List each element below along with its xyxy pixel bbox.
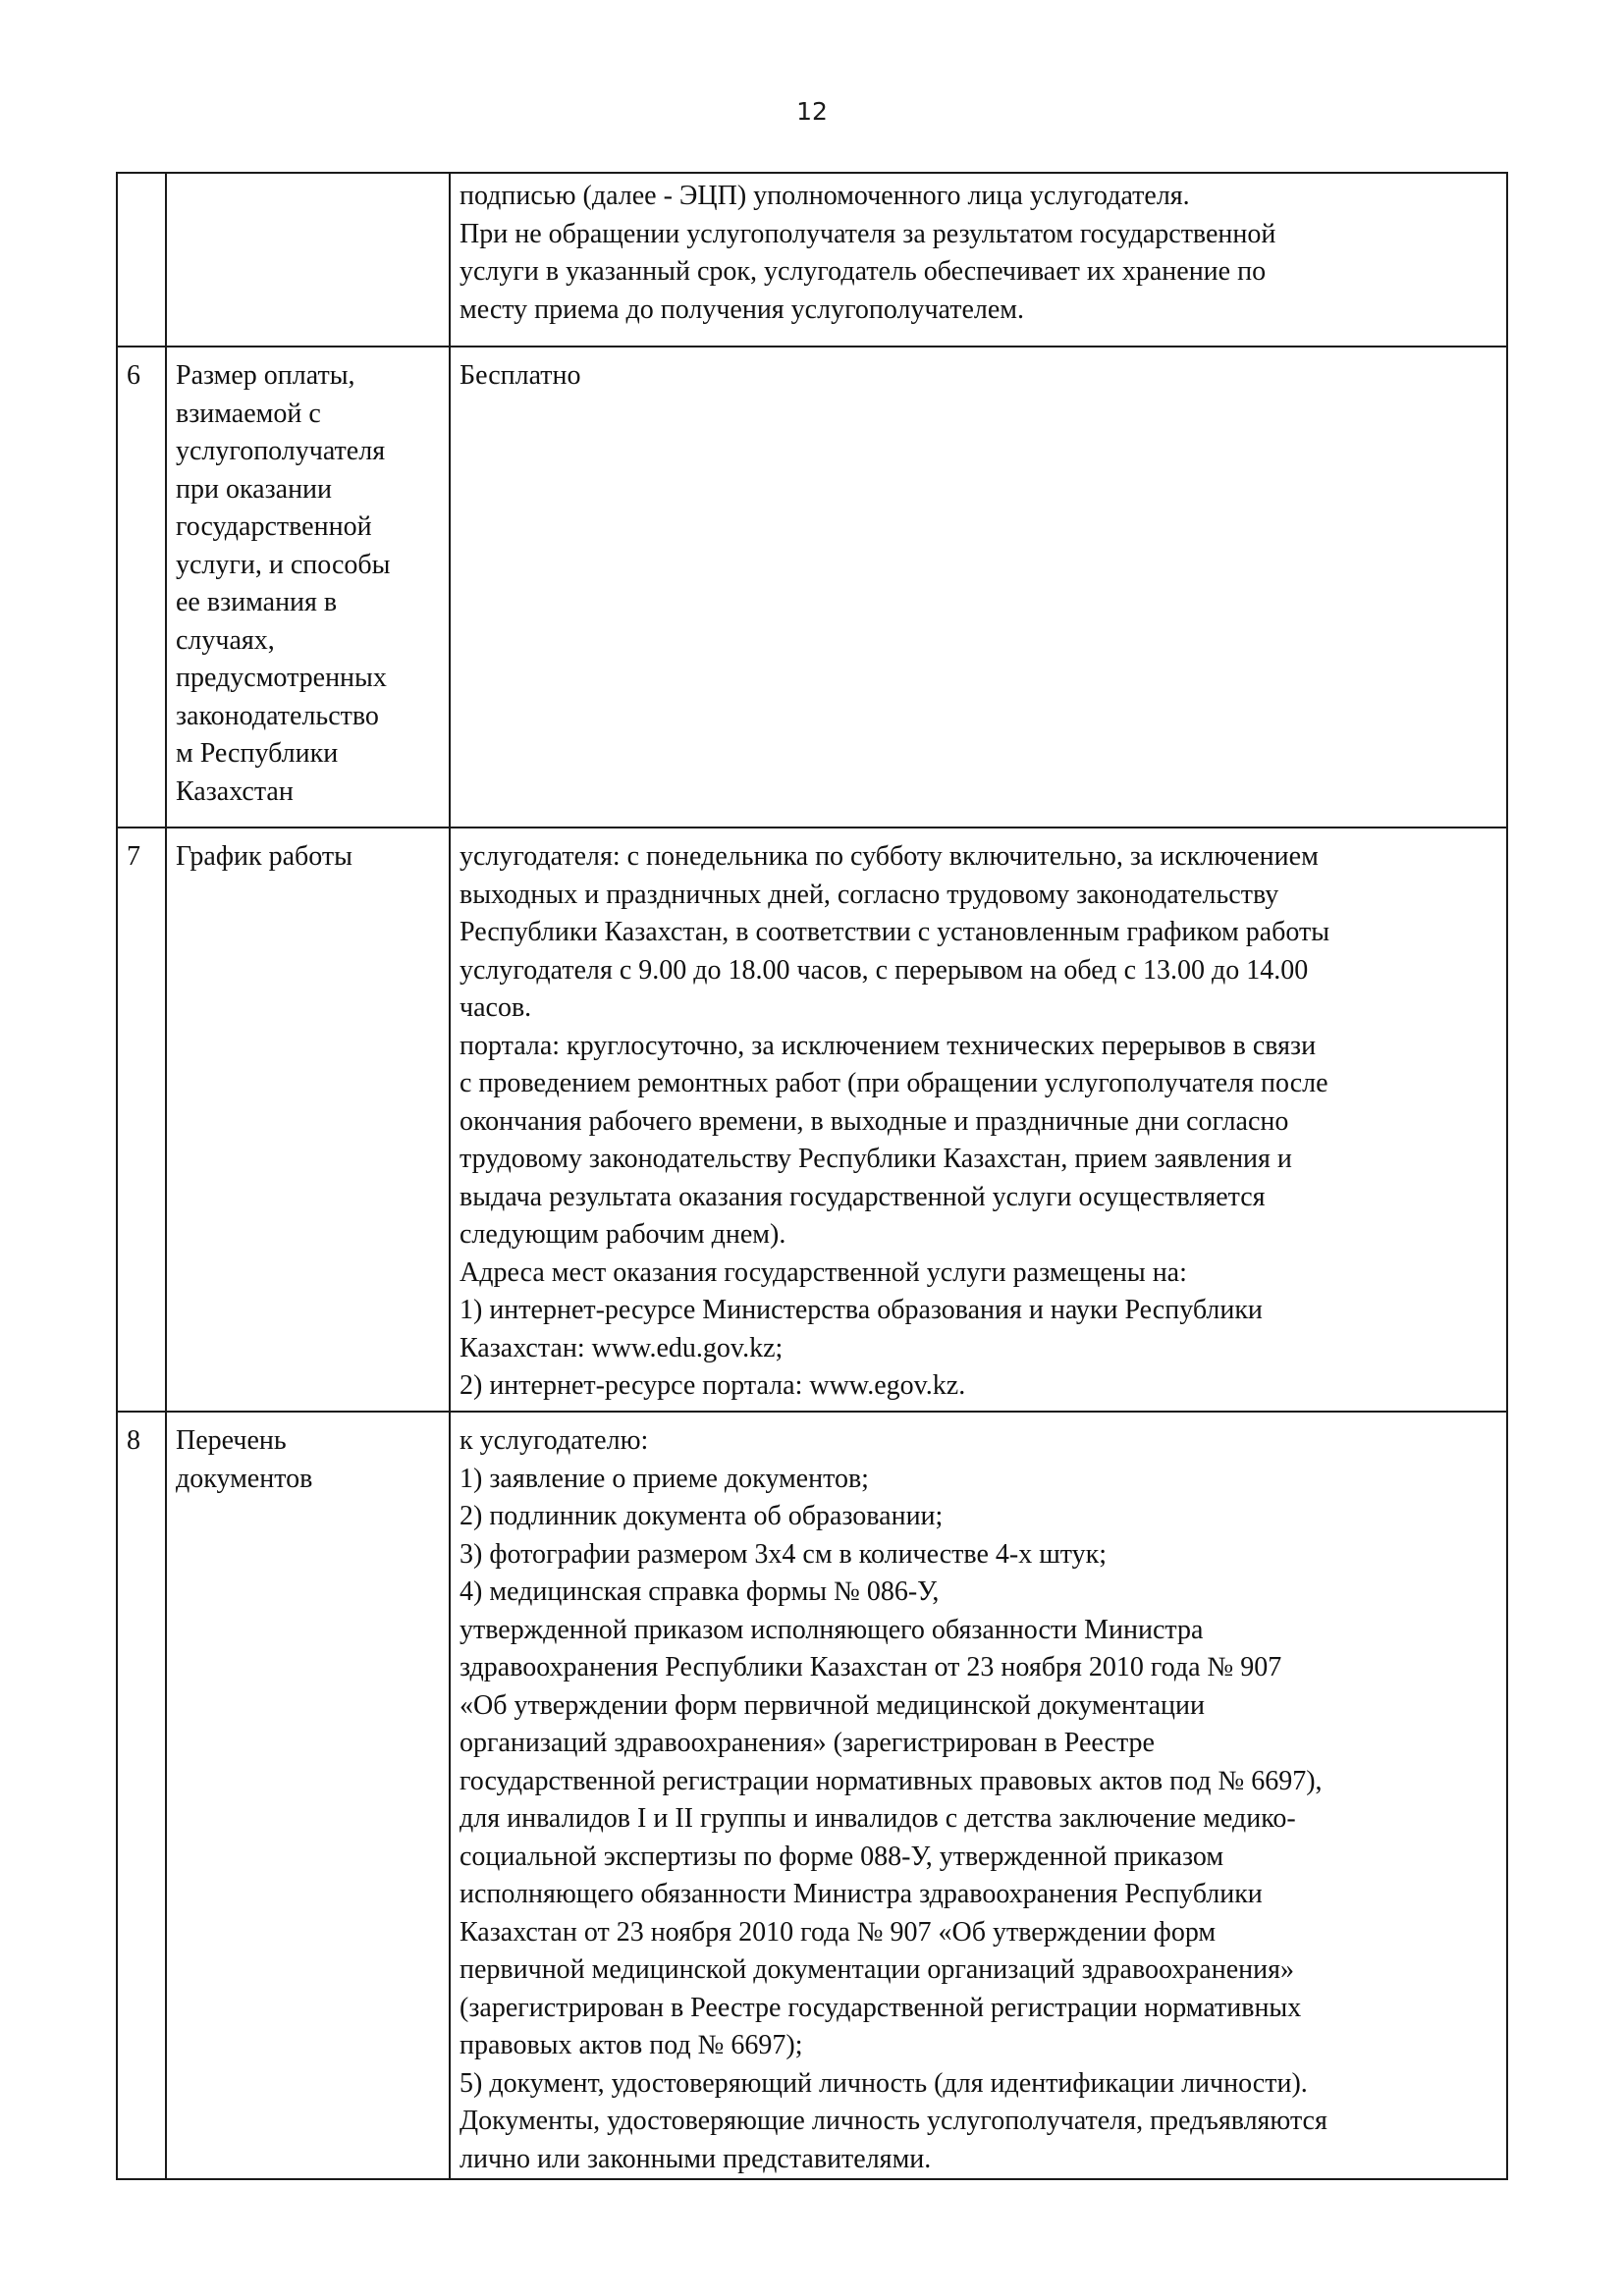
content-line: правовых актов под № 6697); xyxy=(460,2030,803,2060)
row-number-cell xyxy=(117,173,166,347)
content-line: здравоохранения Республики Казахстан от 23 ноября 2010 года № 907 xyxy=(460,1652,1282,1682)
row-number-cell: 7 xyxy=(117,828,166,1412)
table-row-continuation xyxy=(117,173,1507,347)
content-line: Документы, удостоверяющие личность услугополучателя, предъявляются xyxy=(460,2106,1327,2136)
service-standard-table xyxy=(116,172,1508,2180)
label-line: услуги, и способы xyxy=(176,549,391,580)
content-line: Казахстан от 23 ноября 2010 года № 907 «Об утверждении форм xyxy=(460,1916,1217,1948)
row-content-cell xyxy=(450,828,1507,1412)
content-line: месту приема до получения услугополучателем. xyxy=(460,294,1025,325)
table-row-schedule xyxy=(117,828,1507,1412)
content-line: утвержденной приказом исполняющего обязанности Министра xyxy=(460,1614,1204,1645)
label-line: ее взимания в xyxy=(176,587,338,617)
content-line: первичной медицинской документации организаций здравоохранения» xyxy=(460,1954,1294,1985)
label-line: взимаемой с xyxy=(176,398,321,429)
label-line: услугополучателя xyxy=(176,436,386,466)
label-line: Размер оплаты, xyxy=(176,360,355,391)
content-line: окончания рабочего времени, в выходные и праздничные дни согласно xyxy=(460,1105,1289,1137)
row-number-cell: 6 xyxy=(117,347,166,828)
content-line: 1) интернет-ресурсе Министерства образования и науки Республики xyxy=(460,1295,1263,1325)
row-label-cell xyxy=(166,347,450,828)
label-line: при оказании xyxy=(176,473,333,505)
label-line: График работы xyxy=(176,841,352,872)
content-line: При не обращении услугополучателя за результатом государственной xyxy=(460,218,1276,249)
table-row-documents xyxy=(117,1412,1507,2179)
content-line: 4) медицинская справка формы № 086-У, xyxy=(460,1576,940,1607)
content-line: 2) подлинник документа об образовании; xyxy=(460,1501,944,1531)
content-line: Республики Казахстан, в соответствии с установленным графиком работы xyxy=(460,917,1330,947)
content-line: услуги в указанный срок, услугодатель обеспечивает их хранение по xyxy=(460,256,1267,287)
content-line: 3) фотографии размером 3х4 см в количестве 4-х штук; xyxy=(460,1538,1108,1570)
content-line: организаций здравоохранения» (зарегистрирован в Реестре xyxy=(460,1728,1155,1758)
content-line: с проведением ремонтных работ (при обращении услугополучателя после xyxy=(460,1068,1328,1098)
content-line: подписью (далее - ЭЦП) уполномоченного лица услугодателя. xyxy=(460,181,1190,211)
content-line: трудовому законодательству Республики Казахстан, прием заявления и xyxy=(460,1144,1292,1174)
content-line: 1) заявление о приеме документов; xyxy=(460,1463,869,1494)
content-line: Адреса мест оказания государственной услуги размещены на: xyxy=(460,1256,1187,1288)
page-number: 12 xyxy=(796,97,828,126)
content-line: исполняющего обязанности Министра здравоохранения Республики xyxy=(460,1879,1263,1909)
row-label-cell xyxy=(166,828,450,1412)
row-label-cell xyxy=(166,1412,450,2179)
row-label-cell xyxy=(166,173,450,347)
content-line: (зарегистрирован в Реестре государственной регистрации нормативных xyxy=(460,1992,1302,2023)
content-line: услугодателя: с понедельника по субботу включительно, за исключением xyxy=(460,841,1319,872)
content-line: к услугодателю: xyxy=(460,1425,649,1456)
label-line: предусмотренных xyxy=(176,663,387,693)
content-line: Бесплатно xyxy=(460,360,581,391)
label-line: м Республики xyxy=(176,738,339,769)
content-line: услугодателя с 9.00 до 18.00 часов, с перерывом на обед с 13.00 до 14.00 xyxy=(460,954,1309,986)
label-line: государственной xyxy=(176,511,372,542)
table-row-payment xyxy=(117,347,1507,828)
content-line: государственной регистрации нормативных правовых актов под № 6697), xyxy=(460,1765,1323,1796)
content-line: лично или законными представителями. xyxy=(460,2143,932,2174)
egov-link-line: 2) интернет-ресурсе портала: www.egov.kz. xyxy=(460,1370,966,1401)
row-content-cell xyxy=(450,347,1507,828)
content-line: для инвалидов I и II группы и инвалидов с детства заключение медико- xyxy=(460,1803,1296,1834)
row-number-cell: 8 xyxy=(117,1412,166,2179)
content-line: часов. xyxy=(460,992,532,1023)
content-line: «Об утверждении форм первичной медицинской документации xyxy=(460,1689,1205,1721)
content-line: выходных и праздничных дней, согласно трудовому законодательству xyxy=(460,879,1279,910)
content-line: 5) документ, удостоверяющий личность (для идентификации личности). xyxy=(460,2067,1308,2099)
content-line: выдача результата оказания государственной услуги осуществляется xyxy=(460,1181,1266,1212)
label-line: документов xyxy=(176,1463,313,1494)
content-line: портала: круглосуточно, за исключением технических перерывов в связи xyxy=(460,1030,1317,1061)
label-line: Перечень xyxy=(176,1425,287,1456)
edu-gov-link-line: Казахстан: www.edu.gov.kz; xyxy=(460,1332,784,1363)
content-line: следующим рабочим днем). xyxy=(460,1219,786,1250)
label-line: случаях, xyxy=(176,624,275,656)
row-content-cell xyxy=(450,173,1507,347)
label-line: Казахстан xyxy=(176,775,294,807)
row-content-cell xyxy=(450,1412,1507,2179)
label-line: законодательство xyxy=(176,700,379,731)
content-line: социальной экспертизы по форме 088-У, утвержденной приказом xyxy=(460,1841,1224,1872)
